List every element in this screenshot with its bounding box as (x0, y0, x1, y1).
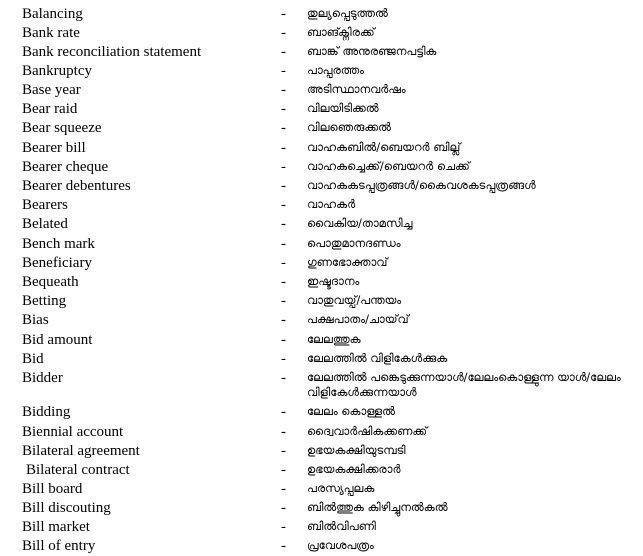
english-term: Bidder (22, 370, 63, 386)
english-term: Bearers (22, 197, 68, 213)
separator-dash: - (281, 101, 286, 117)
separator-dash: - (281, 63, 286, 79)
malayalam-meaning: ബിൽത്തുക കിഴിച്ചുനൽകൽ (307, 500, 448, 514)
english-term: Bankruptcy (22, 63, 92, 79)
separator-dash: - (281, 255, 286, 271)
english-term: Bilateral contract (26, 462, 130, 478)
malayalam-meaning: ഉഭയകക്ഷിയുടമ്പടി (307, 443, 406, 457)
malayalam-meaning: വിലഞെരുക്കൽ (307, 120, 391, 134)
english-term: Beneficiary (22, 255, 92, 271)
malayalam-meaning: വാഹകർ (307, 197, 356, 211)
separator-dash: - (281, 538, 286, 554)
english-term: Bank rate (22, 25, 80, 41)
malayalam-meaning: ഗുണഭോക്താവ് (307, 255, 388, 269)
english-term: Bid amount (22, 332, 93, 348)
separator-dash: - (281, 312, 286, 328)
malayalam-meaning: ദ്വൈവാർഷികക്കണക്ക് (307, 424, 428, 438)
separator-dash: - (281, 44, 286, 60)
malayalam-meaning: വാതുവയ്പ്/പന്തയം (307, 293, 402, 307)
malayalam-meaning: ബാങ്ക് അനുരഞ്ജനപട്ടിക (307, 44, 437, 58)
malayalam-meaning: വാഹകകടപ്പത്രങ്ങൾ/കൈവശകടപ്പത്രങ്ങൾ (307, 178, 536, 192)
english-term: Bias (22, 312, 49, 328)
english-term: Betting (22, 293, 67, 309)
english-term: Bearer debentures (22, 178, 131, 194)
separator-dash: - (281, 140, 286, 156)
english-term: Bill market (22, 519, 90, 535)
malayalam-meaning: ഇഷ്ടദാനം (307, 274, 360, 288)
separator-dash: - (281, 424, 286, 440)
malayalam-meaning: വാഹകച്ചെക്ക്/ബെയറർ ചെക്ക് (307, 159, 470, 173)
malayalam-meaning: പക്ഷപാതം/ചായ്‌വ് (307, 312, 409, 326)
malayalam-meaning: ബാങ്ക്നിരക്ക് (307, 25, 375, 39)
malayalam-meaning: പൊതുമാനദണ്ഡം (307, 236, 401, 250)
english-term: Bill of entry (22, 538, 96, 554)
separator-dash: - (281, 370, 286, 386)
malayalam-meaning: ലേലത്തുക (307, 332, 361, 346)
malayalam-meaning: പരസ്യപ്പലക (307, 481, 375, 495)
separator-dash: - (281, 178, 286, 194)
separator-dash: - (281, 25, 286, 41)
english-term: Bilateral agreement (22, 443, 140, 459)
separator-dash: - (281, 332, 286, 348)
malayalam-meaning: അടിസ്ഥാനവർഷം (307, 82, 406, 96)
english-term: Bequeath (22, 274, 79, 290)
english-term: Bill discouting (22, 500, 111, 516)
malayalam-meaning: തുല്യപ്പെടുത്തൽ (307, 6, 388, 20)
english-term: Bear raid (22, 101, 78, 117)
separator-dash: - (281, 404, 286, 420)
english-term: Bank reconciliation statement (22, 44, 202, 60)
english-term: Bearer cheque (22, 159, 109, 175)
malayalam-meaning: ലേലത്തിൽ പങ്കെടുക്കുന്നയാൾ/ലേലംകൊള്ളുന്ന യാൾ/ലേലം വിളികേൾക്കുന്നയാൾ (307, 370, 621, 399)
english-term: Belated (22, 216, 68, 232)
separator-dash: - (281, 82, 286, 98)
english-term: Biennial account (22, 424, 124, 440)
malayalam-meaning: വൈകിയ/താമസിച്ച (307, 216, 413, 230)
separator-dash: - (281, 197, 286, 213)
english-term: Bidding (22, 404, 71, 420)
malayalam-meaning: ബിൽവിപണി (307, 519, 376, 533)
english-term: Bench mark (22, 236, 95, 252)
separator-dash: - (281, 293, 286, 309)
separator-dash: - (281, 481, 286, 497)
english-term: Base year (22, 82, 81, 98)
separator-dash: - (281, 351, 286, 367)
separator-dash: - (281, 519, 286, 535)
separator-dash: - (281, 6, 286, 22)
english-term: Balancing (22, 6, 83, 22)
english-term: Bid (22, 351, 44, 367)
separator-dash: - (281, 443, 286, 459)
malayalam-meaning: പ്രവേശപത്രം (307, 538, 374, 552)
separator-dash: - (281, 274, 286, 290)
malayalam-meaning: പാപ്പരത്തം (307, 63, 364, 77)
malayalam-meaning: ലേലം കൊള്ളൽ (307, 404, 395, 418)
separator-dash: - (281, 159, 286, 175)
malayalam-meaning: വാഹകബിൽ/ബെയറർ ബില്ല് (307, 140, 461, 154)
separator-dash: - (281, 462, 286, 478)
malayalam-meaning: ലേലത്തിൽ വിളികേൾക്കുക (307, 351, 448, 365)
separator-dash: - (281, 500, 286, 516)
separator-dash: - (281, 120, 286, 136)
malayalam-meaning: ഉഭയകക്ഷിക്കരാർ (307, 462, 401, 476)
separator-dash: - (281, 216, 286, 232)
english-term: Bill board (22, 481, 83, 497)
english-term: Bear squeeze (22, 120, 102, 136)
english-term: Bearer bill (22, 140, 86, 156)
separator-dash: - (281, 236, 286, 252)
malayalam-meaning: വിലയിടിക്കൽ (307, 101, 379, 115)
